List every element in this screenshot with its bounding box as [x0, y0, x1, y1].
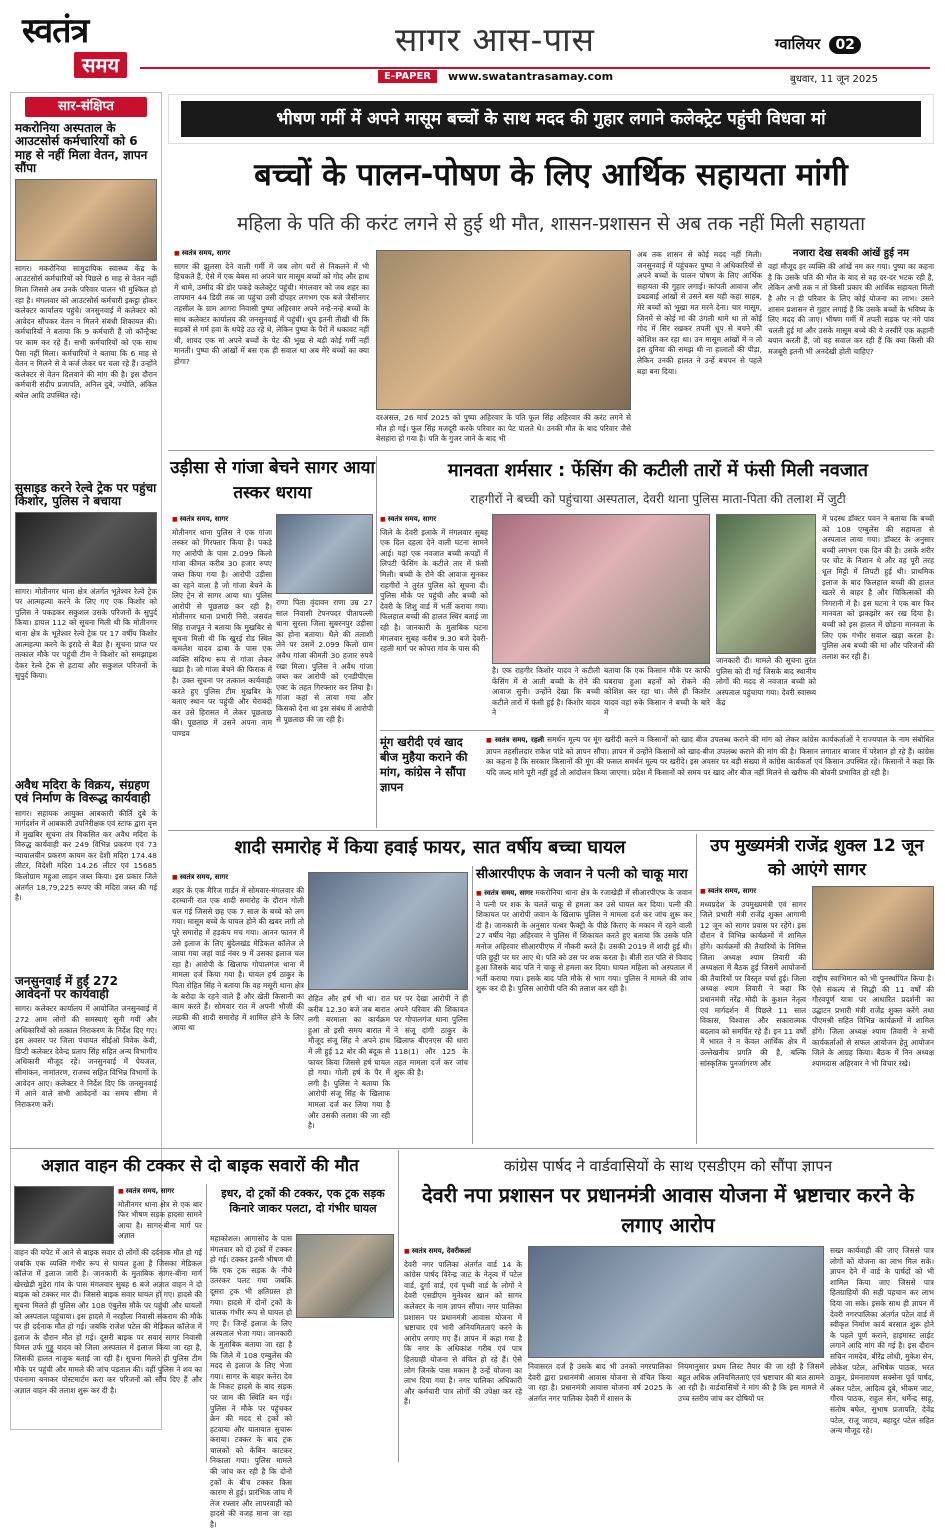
brief-hearing-title: जनसुनवाई में हुईं 272 आवेदनों पर कार्यवाही — [15, 973, 119, 1001]
congress-headline: देवरी नपा प्रशासन पर प्रधानमंत्री आवास योजना में भ्रष्टाचार करने के लगाए आरोप — [422, 1183, 914, 1237]
newborn-col1-text: जिले के देवरी इलाके में मंगलवार सुबह एक दिल दहला देने वाली घटना सामने आई। यहां एक नवजात बच्ची कपड़ों में लिपटी फेंसिंग के कटीले तार में फंसी मिली। बच्ची के रोने की आवाज सुनकर राहगीरों ने तुरंत पुलिस को सूचना दी। पुलिस मौके पर पहुंची और बच्ची को देवरी के शिशु वार्ड में भर्ती कराया गया। फिलहाल बच्ची की हालत स्थिर बताई जा रही है। जानकारी के मुताबिक घटना मंगलवार सुबह करीब 9.30 बजे देवरी-रहली मार्ग पर कोपरा गांव के पास की — [380, 527, 488, 654]
congress-kicker: कांग्रेस पार्षद ने वार्डवासियों के साथ एसडीएम को सौंपा ज्ञापन — [503, 1157, 833, 1175]
brand-bottom: समय — [74, 52, 127, 78]
deputy-headline: उप मुख्यमंत्री राजेंद्र शुक्ल 12 जून को आएंगे सागर — [710, 836, 924, 880]
moong-byline: ■ स्वतंत्र समय, रहली — [486, 736, 544, 744]
newborn-photo-hospital — [492, 514, 710, 664]
firing-headline: शादी समारोह में किया हवाई फायर, सात वर्षीय बच्चा घायल — [234, 837, 626, 858]
brief-rail-body: सागर। मोतीनगर थाना क्षेत्र अंतर्गत भूतेश्वर रेल्वे ट्रेक पर आत्महत्या करने के लिए गए एक किशोर को पुलिस ने पकड़कर सकुशल उसके परिजनों के सुपुर्द किया। डायल 112 को सूचना मिली थी कि मोतीनगर थाना क्षेत्र के भूतेश्वर रेल्वे ट्रेक पर 17 वर्षीय किशोर आत्महत्या करने के इरादे से बैठा है। सूचना प्राप्त पर तत्काल मौके पर पहुंची टीम ने किशोर को समझाइश देकर रेल्वे ट्रेक से हटाया और सकुशल परिजनों के सुपुर्द किया। — [15, 586, 157, 681]
knife-body-text: मकरोनिया थाना क्षेत्र के रजाखेड़ी में सीआरपीएफ के जवान ने पत्नी पर शक के चलते चाकू से हमला कर उसे घायल कर दिया। पत्नी की शिकायत पर आरोपी जवान के खिलाफ पुलिस ने मामला दर्ज कर जांच शुरू कर दी है। जानकारी के अनुसार पत्थर फैक्ट्री के पीछे किराए के मकान में रहने वाली 27 वर्षीय नेहा अहिरवार ने पुलिस में शिकायत करते हुए बताया कि उसके पति मनोज अहिरवार सीआरपीएफ में नौकरी करते हैं। उसकी 2019 में शादी हुई थी। पति छुट्टी पर घर आए थे। पति को उस पर शक करता है। बीती रात पति से विवाद हुआ जिसके बाद पति ने चाकू से हमला कर दिया। घायल महिला को अस्पताल में भर्ती कराया गया। इसके बाद पति मौके से भाग गया। पुलिस ने मामले की जांच शुरू कर दी है। पुलिस आरोपी पति की तलाश कर रही है। — [476, 888, 692, 994]
firing-col1 — [172, 872, 304, 1142]
moong-box — [380, 730, 934, 828]
newborn-photo-baby — [716, 514, 816, 654]
accident-byline: ■ स्वतंत्र समय, सागर — [118, 1186, 202, 1198]
rule-firing — [472, 866, 473, 1144]
moong-body-text: समर्थन मूल्य पर मूंग खरीदी करने व किसानों को खाद बीज उपलब्ध कराने की मांग को लेकर कांग्रेस कार्यकर्ताओं ने राज्यपाल के नाम संबोधित ज्ञापन तहसीलदार राकेश पांडे को ज्ञापन सौंपा। ज्ञापन में उन्होंने किसानों को खाद-बीज उपलब्ध कराने की मांग की है। किसान लगातार बाजार में परेशान हो रहे हैं। कांग्रेस का कहना है कि सरकार किसानों की मूंग की फसल समर्थन मूल्य पर खरीदे। इस अवसर पर बड़ी संख्या में कांग्रेस कार्यकर्ता एवं किसान उपस्थित रहे। किसानों ने कहा कि यदि जल्द मांगे पूरी नहीं हुईं तो आंदोलन किया जाएगा। प्रदेश में किसानों को समय पर खाद और बीज नहीं मिलने से खरीफ की बोवनी प्रभावित हो रही है। — [486, 735, 934, 777]
odisha-col1-text: मोतीनगर थाना पुलिस ने एक गांजा तस्कर को गिरफ्तार किया है। पकड़े गए आरोपी के पास 2.099 किलो गांजा कीमत करीब 30 हजार रुपए जब्त किया गया है। आरोपी उड़ीसा का रहने वाला है जो गांजा बेचने के लिए ट्रेन से सागर आया था। पुलिस आरोपी से पूछताछ कर रही है। मोतीनगर थाना प्रभारी निरी. जसवंत सिंह राजपूत ने बताया कि मुखबिर से सूचना मिली थी कि खुरई रोड स्थित कमलेश यादव ढाबा के पास एक व्यक्ति संदिग्ध रूप से गांजा लेकर खड़ा है। जो गांजा बेचने की फिराक में है। उक्त सूचना पर तत्काल कार्यवाही करते हुए पुलिस टीम मुखबिर के बताए स्थान पर पहुंची और घेराबंदी कर उसे हिरासत में लेकर पूछताछ की। पूछताछ में उसने अपना नाम पाण्डव — [172, 527, 272, 738]
website-link[interactable]: www.swatantrasamay.com — [448, 70, 614, 83]
brief-liquor-body: सागर। सहायक आयुक्त आबकारी कीर्ति दुबे के मार्गदर्शन में आबकारी उपनिरीक्षक एवं स्टाफ द्वारा वृत्त में मुखबिर सूचना तंत्र विकसित कर अवैध मदिरा के विरुद्ध कार्यवाही कर 249 विभिन्न प्रकरण एवं 73 न्यायालयीन प्रकरण कायम कर देशी मदिरा 174.48 लीटर, विदेशी मदिरा 14.26 लीटर एवं 15685 किलोग्राम महुआ लाहन जब्त किया। इस प्रकार जिले अंतर्गत 18,79,225 रूपए की मदिरा जब्त की गई है। — [15, 808, 157, 903]
odisha-byline: ■ स्वतंत्र समय, सागर — [172, 514, 272, 526]
lead-kicker-text: भीषण गर्मी में अपने मासूम बच्चों के साथ मदद की गुहार लगाने कलेक्ट्रेट पहुंची विधवा मां — [181, 101, 921, 137]
moong-headline: मूंग खरीदी एवं खाद बीज मुहैया कराने की मांग, कांग्रेस ने सौंपा ज्ञापन — [380, 735, 468, 794]
accident-lead — [118, 1186, 202, 1246]
truck-body: महाकोशल। आगासोद के पास मंगलवार को दो ट्रकों में टक्कर हो गई। टक्कर इतनी भीषण थी कि एक ट्रक सड़क के नीचे उतरकर पलट गया जबकि दूसरा ट्रक भी क्षतिग्रस्त हो गया। हादसे में दोनों ट्रकों के चालक गंभीर रूप से घायल हो गए हैं। जिन्हें इलाज के लिए अस्पताल भेजा गया। जानकारी के मुताबिक बताया जा रहा है कि जिले में 108 एम्बुलेंस की मदद से इलाज के लिए भेजा गया। सागर के बाहर कनेरा देव के निकट हादसे के बाद सड़क पर जाम की स्थिति बन गई। पुलिस ने मौके पर पहुंचकर क्रेन की मदद से ट्रकों को हटवाया और यातायात सुचारू कराया। टक्कर के बाद ट्रक चालकों को केबिन काटकर निकाला गया। पुलिस मामले की जांच कर रही है कि दोनों ट्रकों के बीच टक्कर किस कारण से हुई। प्रारंभिक जांच में तेज रफ्तार और लापरवाही को हादसे की वजह माना जा रहा है। — [210, 1234, 292, 1530]
brief-liquor-title: अवैध मदिरा के विक्रय, संग्रहण एवं निर्माण के विरूद्ध कार्यवाही — [15, 777, 151, 806]
deputy-col1-text: मध्यप्रदेश के उपमुख्यमंत्री एवं सागर जिले प्रभारी मंत्री राजेंद्र शुक्ल आगामी 12 जून को सागर प्रवास पर रहेंगे। इस दौरान वे विभिन्न कार्यक्रमों में शामिल होंगे। कार्यक्रमों की तैयारियों के निमित्त जिला अध्यक्ष श्याम तिवारी की अध्यक्षता में बैठक हुई जिसमें आयोजनों की तैयारियों पर विस्तृत चर्चा हुई। जिला अध्यक्ष श्याम तिवारी ने कहा कि प्रधानमंत्री नरेंद्र मोदी के कुशल नेतृत्व एवं मार्गदर्शन में पिछले 11 साल विकास, विश्वास और सकारात्मक बदलाव को समर्पित रहे हैं। इन 11 वर्षों में भारत ने न केवल आर्थिक क्षेत्र में उल्लेखनीय प्रगति की है, बल्कि सांस्कृतिक पुनर्जागरण और — [700, 899, 806, 1068]
sidebar-header: सार-संक्षिप्त — [25, 97, 147, 117]
deputy-col1 — [700, 886, 806, 1142]
rule-truck — [398, 1150, 399, 1462]
firing-byline: ■ स्वतंत्र समय, सागर — [172, 872, 304, 884]
brief-hearing-body: सागर। कलेक्टर कार्यालय में आयोजित जनसुनवाई में 272 आम लोगों की समस्याएं सुनी गयीं और अधिकारियों को तत्काल निराकरण के निर्देश दिए गए। इस अवसर पर जिला पंचायत सीईओ विवेक केवी, डिप्टी कलेक्टर देवेन्द्र प्रताप सिंह सहित अन्य विभागीय अधिकारी मौजूद रहे। जनसुनवाई में पेयजल, सीमांकन, नामांतरण, राजस्व सहित विभिन्न विभागों के आवेदन आए। कलेक्टर ने निर्देश दिए कि जनसुनवाई में आने वाले सभी आवेदनों का समय सीमा में निराकरण करें। — [15, 1004, 157, 1109]
masthead-rule — [140, 67, 930, 69]
lead-col1 — [174, 248, 369, 438]
congress-col4: सख्त कार्यवाही की जाए जिससे पात्र लोगों को योजना का लाभ मिल सके। ज्ञापन देने में वार्ड के पार्षदों को भी शामिल किया जाए जिससे पात्र हितग्राहियों की सही पहचान कर लाभ दिया जा सके। इसके साथ ही ज्ञापन में देवरी नगरपालिका अंतर्गत पटेल वार्ड में स्वीकृत निर्माण कार्य बरसात शुरू होने के पहले पूर्ण कराने, हाइमास्ट लाईट लगाने आदि मांग की गई है। इस दौरान सचिन नामदेव, बीरेंद्र लोधी, मुकेश सेन, लोकेश पटेल, अभिषेक पाठक, भरत ठाकुर, प्रेमनारायण सक्सेना पूर्व पार्षद, अंकर पटेल, आदित्य दुबे, भीकम जाट, गौरव पाठक, राहुल सेन, धर्मेन्द्र साहू, संतोष बघेल, सुभाष प्रजापति, देवेंद्र पटेल, राजू जाटव, बहादुर पटेल सहित अन्य मौजूद रहे। — [830, 1246, 934, 1436]
page-badge — [775, 34, 885, 62]
odisha-photo-police — [276, 514, 373, 594]
brief-makronia-photo — [15, 179, 157, 261]
odisha-col1 — [172, 514, 272, 824]
deputy-byline: ■ स्वतंत्र समय, सागर — [700, 886, 806, 898]
newborn-col4: जानकारी दी। मामले की सूचना तुरंत पुलिस को दी गई जिसके बाद स्थानीय लोगों की मदद से नवजात बच्ची को अस्पताल पहुंचाया गया। देवरी स्वास्थ्य केंद्र — [716, 656, 816, 708]
firing-col3: घर पर देखा आरोपी ने ही अपने परिवार की शिकायत पर गोपालगंज थाना पुलिस ने संजू दांगी ठाकुर के खिलाफ बीएनएस की धारा 118(1) और 125 के तहत मामला दर्ज कर जांच शुरू की है। — [394, 994, 468, 1078]
deputy-photo-meeting — [812, 886, 934, 970]
congress-photo-memo — [528, 1246, 824, 1358]
lead-headline: बच्चों के पालन-पोषण के लिए आर्थिक सहायता मांगी — [254, 157, 848, 193]
rule-accident — [206, 1184, 207, 1462]
lead-subhead: महिला के पति की करंट लगने से हुई थी मौत, शासन-प्रशासन से अब तक नहीं मिली सहायता — [236, 213, 866, 235]
lead-byline: ■ स्वतंत्र समय, सागर — [174, 248, 369, 260]
lead-sidebox — [768, 248, 934, 444]
congress-col3: नियमानुसार प्रथम लिस्ट तैयार की जा रही है जिसमें बहुत अधिक अनियमितताएं एवं भ्रष्टाचार की बात सामने आ रही है। वार्डवासियों ने मांग की है कि इस मामले में उच्च स्तरीय जांच कर दोषियों पर — [678, 1362, 824, 1403]
newborn-col1 — [380, 514, 488, 726]
odisha-headline: उड़ीसा से गांजा बेचने सागर आया तस्कर धराया — [170, 458, 375, 503]
deputy-col2: राष्ट्रीय स्वाभिमान को भी पुनर्स्थापित किया है। ऐसे संकल्प से सिद्धी की 11 वर्षों की गौरवपूर्ण यात्रा पर आधारित प्रदर्शनी का उद्घाटन प्रभारी मंत्री राजेंद्र शुक्ल करेंगे तथा पीएमश्री सहित विभिन्न कार्यक्रमों में शामिल होंगे। जिला अध्यक्ष श्याम तिवारी ने सभी कार्यकर्ताओं से सफल आयोजन हेतु आयोजन जिले के आग्रह किया। बैठक में निन अध्यक्ष श्यामदास अहिरवार ने भी विचार रखे। — [812, 974, 934, 1068]
lead-col3: अब तक शासन से कोई मदद नहीं मिली। जनसुनवाई में पहुंचकर पुष्पा ने अधिकारियों से अपने बच्चों के पालन पोषण के लिए आर्थिक सहायता की गुहार लगाई। कांपती आवाज और डबडबाई आंखों से उसने बस यही कहा साहब, मेरे बच्चों को भूखा मत मरने देना। चार मासूम, जिनमें से कोई मां की उंगली थामे था तो कोई गोद में सिर रखकर तपती धूप से बचने की कोशिश कर रहा था। उन मासूम आंखों में न तो इस दुनिया की समझ थी ना हालातों की पीड़ा, लेकिन उनकी हालत ने उन्हें बचपन से पहले बड़ा बना दिया। — [637, 250, 762, 376]
congress-col2: निवासरत दर्ज है उसके बाद भी उनको नगरपालिका देवरी द्वारा प्रधानमंत्री आवास योजना से वंचित किया जा रहा है। प्रधानमंत्री आवास योजना वर्ष 2025 के अंतर्गत नगर पालिका देवरी में शासन के — [528, 1362, 672, 1403]
lead-box-title: नजारा देख सबकी आंखें हुई नम — [792, 248, 910, 259]
brief-makronia-title: मकरोनिया अस्पताल के आउटसोर्स कर्मचारियों को 6 माह से नहीं मिला वेतन, ज्ञापन सौंपा — [15, 121, 148, 176]
firing-col2: रोहित और हर्ष भी था। रात करीब 12.30 बजे जब बारात लगी बरमाला का कार्यक्रम हुआ तो इसी समय बारात में मौजूद संजू सिंह ने अपने हाथ में ली हुई 12 बोर की बंदूक से फायर किया जिससे हर्ष घायल हो गया। गोली हर्ष के पैर में लगी है। पुलिस ने बताया कि आरोपी संजू सिंह के खिलाफ मामला दर्ज कर लिया गया है और उसकी तलाश की जा रही है। — [308, 994, 390, 1131]
newborn-col5: में पदस्थ डॉक्टर पवन ने बताया कि बच्ची को 108 एम्बुलेंस की सहायता से अस्पताल लाया गया। डॉक्टर के अनुसार बच्ची लगभग एक दिन की है। उसके शरीर पर चोट के निशान थे और वह पूरी तरह धूल मिट्टी में लिपटी हुई थी। प्राथमिक इलाज के बाद फिलहाल बच्ची की हालत खतरे से बाहर है और चिकित्सकों की निगरानी में है। इस घटना ने एक बार फिर मानवता को झकझोर कर रख दिया है। बच्ची को इस हालत में छोड़ना मानवता के लिए एक गंभीर सवाल खड़ा करता है। पुलिस अब बच्ची की मां और परिजनों की तलाश कर रही है। — [822, 514, 934, 661]
firing-photo-child — [308, 872, 468, 990]
congress-col1 — [404, 1246, 522, 1460]
lead-kicker — [168, 94, 934, 144]
odisha-col2: राणा पिता वृंदावन राणा उम्र 27 साल निवासी टेपनपदर पीतापल्ली थाना सुरला जिला सुबरनपुर उड़ीसा का होना बताया। थैले की तलाशी लेने पर उसमें 2.099 किलो ग्राम अवैध गांजा कीमती 30 हजार रुपये रखा मिला। पुलिस ने अवैध गांजा जब्त कर आरोपी को एनडीपीएस एक्ट के तहत गिरफ्तार कर लिया है। गांजा कहां से लाया गया और किसको देना था इस संबंध में आरोपी से पूछताछ की जा रही है। — [276, 598, 373, 724]
rule-knife — [696, 834, 697, 1144]
newborn-byline: ■ स्वतंत्र समय, सागर — [380, 514, 488, 526]
lead-photo-caption: दरअसल, 26 मार्च 2025 को पुष्पा अहिरवार के पति फूल सिंह अहिरवार की करंट लगने से मौत हो गई। फूल सिंह मजदूरी करके परिवार का पेट पालते थे। उनकी मौत के बाद परिवार जैसे बेसहारा हो गया है। पति के गुजर जाने के बाद भी — [376, 413, 631, 444]
rule-mid — [168, 830, 934, 831]
lead-box-body: वहां मौजूद हर व्यक्ति की आंखें नम कर गया। पुष्पा का कहना है कि उसके पति की मौत के बाद से वह दर-दर भटक रही है, लेकिन अभी तक न तो किसी प्रकार की आर्थिक सहायता मिली है और न ही परिवार के लिए कोई योजना का लाभ। उसने शासन प्रशासन से गुहार लगाई है कि उसके बच्चों के भविष्य के लिए मदद की जाए। भीषण गर्मी में तपती सड़क पर नंगे पांव चलती हुई मां और उसके मासूम बच्चे की ये तस्वीरें एक कहानी बयान करती हैं, जो यह सवाल कर रही हैं कि क्या किसी की मजबूरी इतनी भी अनदेखी होती चाहिए? — [768, 262, 934, 356]
congress-byline: ■ स्वतंत्र समय, देवरीकलां — [404, 1246, 522, 1258]
knife-body — [476, 888, 692, 1142]
brand-top: स्वतंत्र — [22, 11, 89, 51]
newborn-col2: है। एक राहगीर किशोर यादव ने कटीली फेंसिंग में से आती बच्ची के रोने की आवाज सुनी। उन्होंने देखा कि बच्ची कटीले तारों में फंसी हुई है। किशोर यादव ने — [492, 666, 600, 718]
accident-headline: अज्ञात वाहन की टक्कर से दो बाइक सवारों की मौत — [41, 1156, 359, 1176]
section-title: सागर आस-पास — [395, 20, 595, 59]
moong-body — [486, 735, 934, 827]
lead-photo-widow — [376, 250, 631, 410]
issue-date: बुधवार, 11 जून 2025 — [790, 74, 878, 85]
truck-headline: इधर, दो ट्रकों की टक्कर, एक ट्रक सड़क किनारे जाकर पलटा, दो गंभीर घायल — [221, 1187, 385, 1215]
rule-odisha — [376, 456, 377, 828]
newborn-col3: बताया कि एक किसान मौके पर काफी घबराया हुआ बहनों को रोकने की कोशिश कर रहा था। जैसे ही किशोर यादव वहां रुके किसान ने बच्ची के बारे में — [604, 666, 710, 718]
truck-photo — [296, 1234, 394, 1318]
masthead — [0, 0, 945, 88]
knife-headline: सीआरपीएफ के जवान ने पत्नी को चाकू मारा — [476, 867, 688, 882]
accident-lead-text: मोतीनगर थाना क्षेत्र से एक बार फिर भीषण सड़क हादसा सामने आया है। सागर-बीना मार्ग पर अज्ञात — [118, 1199, 202, 1241]
knife-byline: ■ स्वतंत्र समय, सागर — [476, 889, 533, 897]
accident-photo-bike — [14, 1186, 114, 1244]
newborn-headline: मानवता शर्मसार : फेंसिंग की कटीली तारों में फंसी मिली नवजात — [447, 460, 869, 481]
lead-col1-text: सागर की झुलसा देने वाली गर्मी में जब लोग घरों से निकलने में भी हिचकते हैं, ऐसे में एक बेबस मां अपने चार मासूम बच्चों को गोद और हाथ में थामे, उम्मीद की डोर पकड़े कलेक्ट्रेट पहुंची। मंगलवार को जब शहर का तापमान 44 डिग्री तक जा पहुंचा उसी दोपहर लगभग एक बजे जैसीनगर तहसील के ग्राम आगरा निवासी पुष्पा अहिरवार अपने नन्हे-नन्हे बच्चों के साथ कलेक्टर कार्यालय की जनसुनवाई में पहुंचीं। धूप इतनी तीखी थी कि सड़कों से गर्म हवा के थपेड़े उठ रहे थे, लेकिन पुष्पा के पैरों में थकावट नहीं थी, शायद एक मां अपने बच्चों के पेट की भूख से बड़ी कोई गर्मी नहीं मानती। पुष्पा की आंखों में बस एक ही सवाल था अब मेरे बच्चों का क्या होगा? — [174, 261, 369, 366]
brand-logo[interactable] — [22, 12, 132, 84]
city-label: ग्वालियर — [775, 35, 821, 53]
rule-lead — [168, 450, 934, 451]
firing-col1-text: शहर के एक मैरिज गार्डन में सोमवार-मंगलवार की दरम्यानी रात एक शादी समारोह के दौरान गोली चल गई जिससे छह एक 7 साल के बच्चे को लग गया। मासूम बच्चे के घायल होने की खबर लगी तो पूरे समारोह में हड़कंप मच गया। आनन फानन में उसे इलाज के लिए बुंदेलखंड मेडिकल कॉलेज ले जाया गया जहां वार्ड नंबर 9 में उसका इलाज चल रहा है। आरोपी के खिलाफ गोपालगंज थाना में मामला दर्ज किया गया है। घायल हर्ष ठाकुर के पिता रोहित सिंह ने बताया कि वह मसूरी थाना क्षेत्र के बरोदा के रहने वाले हैं और खेती किसानी का काम करते हैं। सोमवार रात में अपनी भौजी की लड़की की शादी समारोह में शामिल होने के लिए आया था — [172, 885, 304, 1033]
congress-col1-text: देवरी नगर पालिका अंतर्गत वार्ड 14 के कांग्रेस पार्षद विरेन्द्र जाट के नेतृत्व में पटेल वार्ड, दुर्गा वार्ड, एवं पृथ्वी वार्ड के लोगों ने देवरी एसडीएम मुनेश्वर खान को सागर कलेक्टर के नाम ज्ञापन सौंपा। नगर पालिका प्रशासन पर प्रधानमंत्री आवास योजना में भ्रष्टाचार एवं भारी अनियमितताएं करने के आरोप लगाए गए हैं। ज्ञापन में कहा गया है कि नगर के अधिकांश गरीब एवं पात्र हितग्राही योजना से वंचित हो रहे हैं। ऐसे लोग जिनके पास मकान है उन्हें योजना का लाभ दिया गया है। नगर पालिका अधिकारी और कर्मचारी पात्र लोगों की उपेक्षा कर रहे हैं। — [404, 1259, 522, 1407]
rule-bottom — [10, 1148, 934, 1149]
page-number: 02 — [829, 36, 860, 54]
accident-body: वाहन की चपेट में आने से बाइक सवार दो लोगों की दर्दनाक मौत हो गई जबकि एक व्यक्ति गंभीर रूप से घायल हुआ है जिसका मेडिकल कॉलेज में इलाज जारी है। जानकारी के मुताबिक सागर-बीना मार्ग खेरखेड़ी मुड़ेरा गांव के पास मंगलवार सुबह 6 बजे अज्ञात वाहन ने दो बाइक को टक्कर मार दी। जिससे बाइक सवार घायल हो गए। हादसे की सूचना मिलते ही पुलिस और 108 एंबुलेंस मौके पर पहुंची और घायलों को अस्पताल पहुंचाया। इस हादसे में नरहौला निवासी संकराम की मौके पर ही दर्दनाक मौत हो गई। जबकि राजेश पटेल की मेडिकल कॉलेज में इलाज के दौरान मौत हो गई। दूसरी बाइक पर सवार सागर निवासी विमल उर्फ गुड्डू यादव को जिला अस्पताल में इलाज किया जा रहा है, जिसकी हालत नाजुक बताई जा रही है। सूचना मिलते ही पुलिस टीम मौके पर पहुंची और मामले की जांच पड़ताल की। वहीं पुलिस ने शव का पंचनामा बनाकर पोस्टमार्टम करा कर परिजनों को सौंप दिए हैं और अज्ञात वाहन की तलाश शुरू कर दी है। — [14, 1248, 202, 1395]
newborn-subhead: राहगीरों ने बच्ची को पहुंचाया अस्पताल, देवरी थाना पुलिस माता-पिता की तलाश में जुटी — [470, 492, 846, 506]
brief-rail-title: सुसाइड करने रेल्वे ट्रेक पर पहुंचा किशोर, पुलिस ने बचाया — [15, 480, 157, 509]
epaper-tag: E-PAPER — [378, 70, 437, 83]
brief-makronia-body: सागर। मकरोनिया सामुदायिक स्वास्थ्य केंद्र के आउटसोर्स कर्मचारियों को पिछले 6 माह से वेतन नहीं मिला जिससे अब उनके परिवार पालन भी मुश्किल हो रहा है। मंगलवार को आउटसोर्स कर्मचारी इकट्ठा होकर कलेक्टर कार्यालय पहुंचे। जनसुनवाई में कलेक्टर को आवेदन सौंपकर वेतन न मिलने संबंधी शिकायत की। कर्मचारियों ने बताया कि 9 कर्मचारी हैं जो कॉन्ट्रैक्ट पर काम कर रहे हैं। सभी कर्मचारियों को एक साथ पैसा नहीं मिला। कर्मचारियों ने बताया कि 6 माह से वेतन न मिलने से वे कर्ज लेकर घर चला रहे हैं। उन्होंने कलेक्टर से वेतन दिलवाने की मांग की है। इस दौरान कर्मचारी संदीप प्रजापति, अनिल दुबे, ज्योति, अंकित बघेल आदि उपस्थित रहे। — [15, 263, 157, 400]
brief-rail-photo — [15, 512, 157, 584]
